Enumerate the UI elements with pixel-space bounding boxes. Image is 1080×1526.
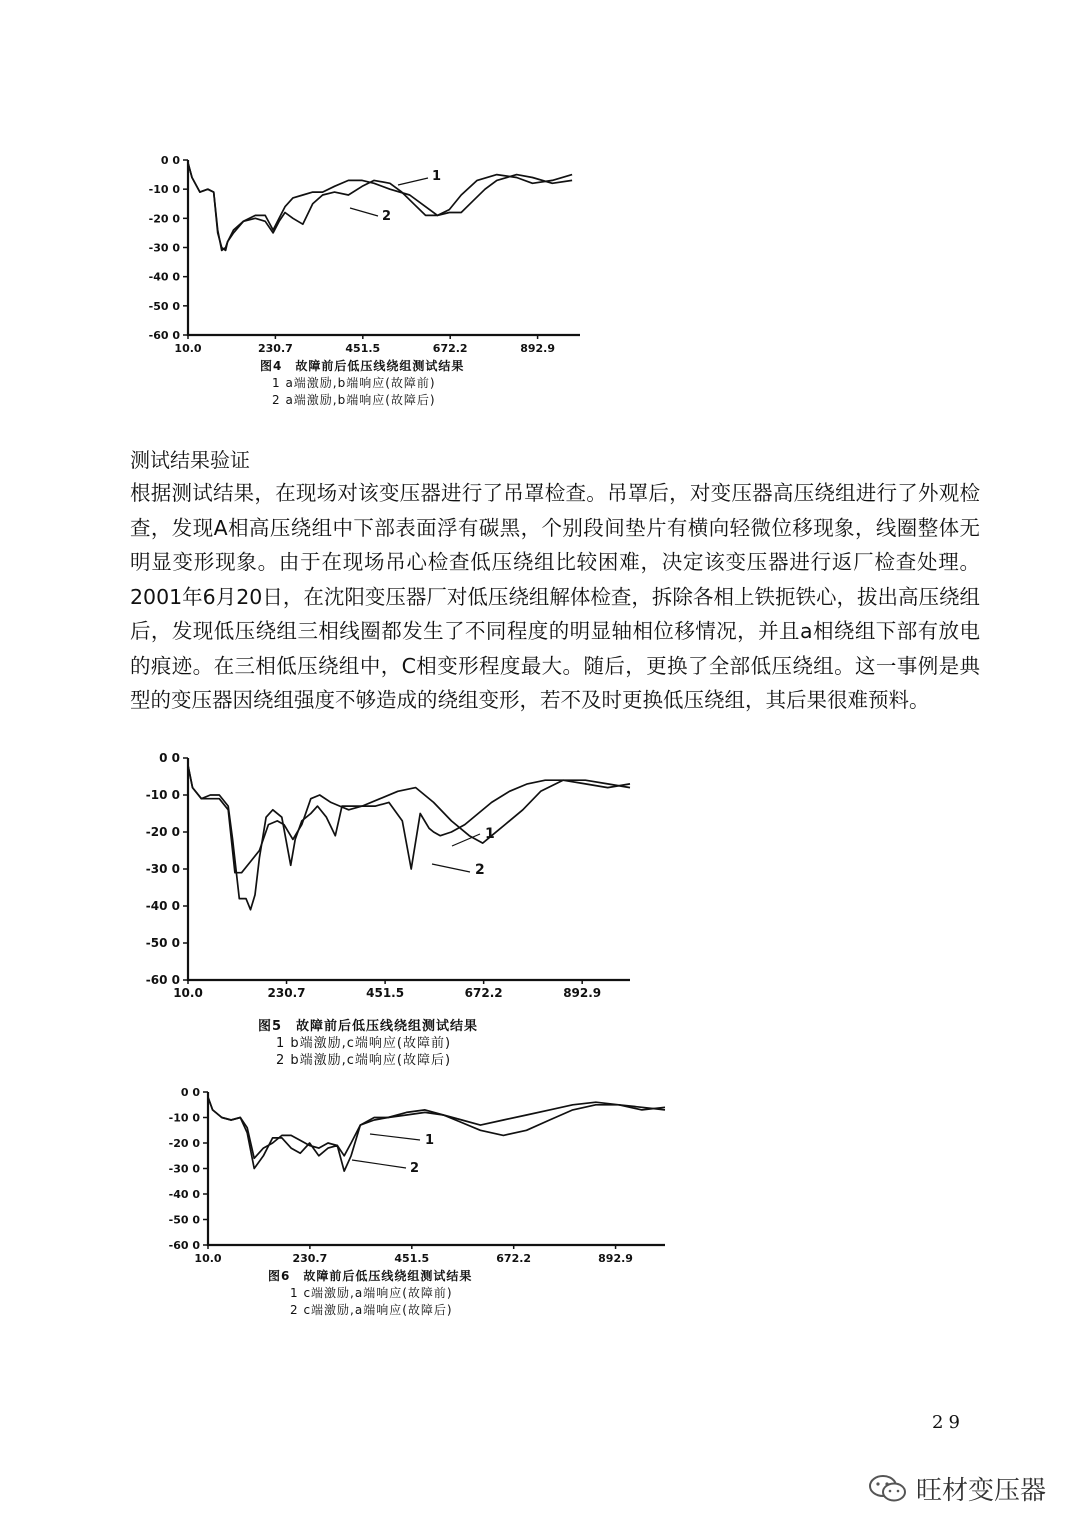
label-leader [398, 178, 428, 185]
figure-5-chart [130, 748, 650, 1008]
y-tick-label: -40 0 [145, 899, 180, 913]
y-tick-label: -40 0 [148, 270, 180, 284]
series-label-1: 1 [485, 826, 495, 842]
y-tick-label: -20 0 [145, 825, 180, 839]
section-body: 根据测试结果，在现场对该变压器进行了吊罩检查。吊罩后，对变压器高压绕组进行了外观检查，发现A相高压绕组中下部表面浮有碳黑，个别段间垫片有横向轻微位移现象，线圈整体无明显变形现象。由于在现场吊心检查低压绕组比较困难，决定该变压器进行返厂检查处理。2001年6月20日，在沈阳变压器厂对低压绕组解体检查，拆除各相上铁扼铁心，拔出高压绕组后，发现低压绕组三相线圈都发生了不同程度的明显轴相位移情况，并且a相绕组下部有放电的痕迹。在三相低压绕组中，C相变形程度最大。随后，更换了全部低压绕组。这一事例是典型的变压器因绕组强度不够造成的绕组变形，若不及时更换低压绕组，其后果很难预料。 [130, 481, 980, 712]
series-line-2 [188, 163, 572, 251]
x-tick-label: 10.0 [194, 1252, 222, 1265]
watermark-text: 旺材变压器 [916, 1476, 1047, 1506]
series-label-1: 1 [425, 1133, 435, 1148]
x-tick-label: 10.0 [174, 342, 202, 355]
figure-4 [130, 150, 600, 355]
watermark [868, 1470, 1046, 1507]
x-tick-label: 230.7 [267, 986, 306, 1000]
y-tick-label: -10 0 [148, 183, 180, 197]
section-title: 测试结果验证 [130, 448, 250, 472]
x-tick-label: 672.2 [432, 342, 468, 355]
page-number: 29 [932, 1412, 965, 1433]
y-tick-label: -50 0 [148, 299, 180, 313]
series-line-1 [208, 1097, 665, 1158]
y-tick-label: 0 0 [160, 154, 180, 167]
y-tick-label: -30 0 [168, 1162, 200, 1176]
axes [188, 758, 630, 980]
label-leader [370, 1134, 420, 1140]
figure-5-caption-title: 图5 故障前后低压线绕组测试结果 [258, 1019, 479, 1034]
x-tick-label: 230.7 [257, 342, 293, 355]
figure-6-caption-line1: 1 c端激励,a端响应(故障前) [290, 1286, 453, 1300]
figure-5-caption-line1: 1 b端激励,c端响应(故障前) [276, 1036, 452, 1051]
label-leader [432, 864, 470, 872]
series-label-1: 1 [432, 169, 442, 184]
y-tick-label: -10 0 [168, 1111, 200, 1125]
series-line-2 [188, 765, 630, 909]
figure-4-caption-title: 图4 故障前后低压线绕组测试结果 [260, 359, 465, 373]
figure-5-caption [258, 1018, 478, 1069]
y-tick-label: -60 0 [168, 1239, 200, 1252]
y-tick-label: -20 0 [168, 1137, 200, 1150]
y-tick-label: -60 0 [148, 329, 180, 342]
y-tick-label: -60 0 [145, 973, 180, 987]
x-tick-label: 451.5 [366, 986, 405, 1000]
label-leader [352, 1160, 406, 1168]
wechat-icon [868, 1474, 908, 1504]
y-tick-label: 0 0 [180, 1086, 200, 1099]
y-tick-label: -50 0 [168, 1213, 200, 1227]
figure-4-caption-line1: 1 a端激励,b端响应(故障前) [272, 376, 436, 390]
figure-4-caption-line2: 2 a端激励,b端响应(故障后) [272, 393, 436, 407]
series-label-2: 2 [475, 862, 485, 878]
y-tick-label: -10 0 [145, 788, 180, 802]
x-tick-label: 892.9 [520, 342, 555, 355]
y-tick-label: -30 0 [145, 862, 180, 876]
figure-6-chart [140, 1080, 680, 1265]
y-tick-label: 0 0 [159, 751, 180, 765]
figure-4-caption [260, 358, 464, 409]
y-tick-label: -50 0 [145, 936, 180, 950]
figure-6-caption-line2: 2 c端激励,a端响应(故障后) [290, 1303, 453, 1317]
label-leader [350, 208, 378, 216]
y-tick-label: -40 0 [168, 1188, 200, 1201]
x-tick-label: 10.0 [173, 986, 203, 1000]
figure-4-chart [130, 150, 600, 355]
figure-5 [130, 748, 650, 1008]
x-tick-label: 451.5 [394, 1252, 430, 1265]
figure-5-caption-line2: 2 b端激励,c端响应(故障后) [276, 1053, 452, 1068]
figure-6-caption [268, 1268, 472, 1319]
x-tick-label: 451.5 [345, 342, 381, 355]
x-tick-label: 892.9 [563, 986, 602, 1000]
y-tick-label: -30 0 [148, 241, 180, 255]
x-tick-label: 230.7 [292, 1252, 328, 1265]
series-label-2: 2 [410, 1161, 420, 1176]
axes [208, 1092, 665, 1245]
series-line-2 [208, 1097, 665, 1171]
y-tick-label: -20 0 [148, 212, 180, 226]
x-tick-label: 672.2 [496, 1252, 532, 1265]
series-label-2: 2 [382, 209, 392, 224]
figure-6 [140, 1080, 680, 1265]
x-tick-label: 892.9 [598, 1252, 633, 1265]
figure-6-caption-title: 图6 故障前后低压线绕组测试结果 [268, 1269, 473, 1283]
x-tick-label: 672.2 [464, 986, 503, 1000]
